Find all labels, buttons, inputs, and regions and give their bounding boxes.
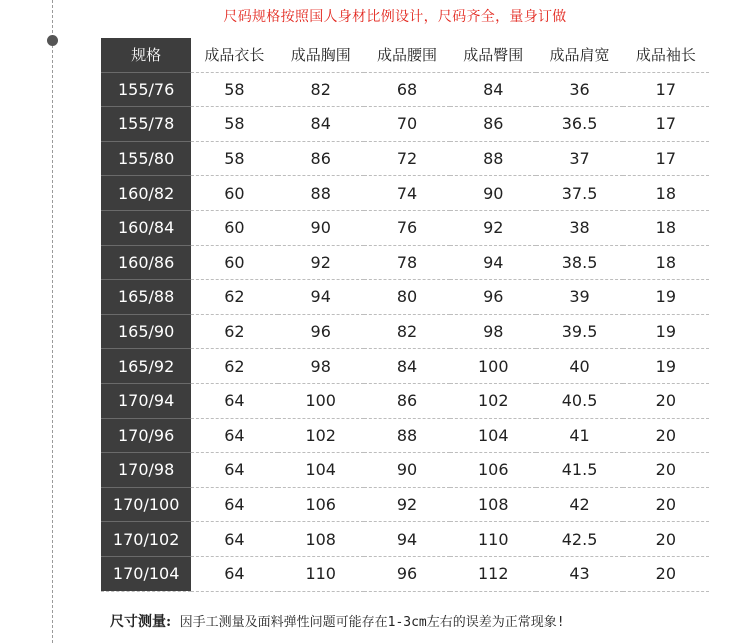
measurement-cell: 100 bbox=[278, 383, 364, 418]
table-row bbox=[101, 418, 709, 453]
size-chart bbox=[101, 38, 709, 592]
table-row bbox=[101, 210, 709, 245]
measurement-cell: 84 bbox=[364, 349, 450, 384]
measurement-cell: 112 bbox=[450, 556, 536, 591]
size-label-cell: 165/92 bbox=[101, 349, 191, 384]
measurement-cell: 20 bbox=[623, 418, 709, 453]
measurement-cell: 19 bbox=[623, 349, 709, 384]
measurement-cell: 36.5 bbox=[536, 107, 622, 142]
column-header: 成品腰围 bbox=[364, 38, 450, 72]
table-row bbox=[101, 141, 709, 176]
measurement-cell: 72 bbox=[364, 141, 450, 176]
measurement-cell: 42.5 bbox=[536, 522, 622, 557]
timeline-line bbox=[52, 0, 53, 643]
measurement-cell: 82 bbox=[364, 314, 450, 349]
measurement-cell: 108 bbox=[278, 522, 364, 557]
measurement-cell: 19 bbox=[623, 280, 709, 315]
table-row bbox=[101, 245, 709, 280]
size-notice: 尺码规格按照国人身材比例设计，尺码齐全，量身订做 bbox=[223, 9, 567, 25]
measurement-cell: 20 bbox=[623, 522, 709, 557]
measurement-cell: 96 bbox=[364, 556, 450, 591]
size-label-cell: 170/96 bbox=[101, 418, 191, 453]
measurement-cell: 58 bbox=[191, 107, 277, 142]
measurement-cell: 90 bbox=[364, 453, 450, 488]
measurement-cell: 64 bbox=[191, 418, 277, 453]
measurement-cell: 39 bbox=[536, 280, 622, 315]
measurement-cell: 94 bbox=[450, 245, 536, 280]
measurement-cell: 98 bbox=[278, 349, 364, 384]
measurement-cell: 68 bbox=[364, 72, 450, 107]
measurement-cell: 84 bbox=[450, 72, 536, 107]
measurement-cell: 41 bbox=[536, 418, 622, 453]
measurement-cell: 96 bbox=[278, 314, 364, 349]
size-table bbox=[101, 38, 709, 592]
table-row bbox=[101, 280, 709, 315]
measurement-cell: 36 bbox=[536, 72, 622, 107]
measurement-cell: 108 bbox=[450, 487, 536, 522]
table-body bbox=[101, 72, 709, 591]
measurement-cell: 62 bbox=[191, 280, 277, 315]
size-label-cell: 170/98 bbox=[101, 453, 191, 488]
size-label-cell: 160/84 bbox=[101, 210, 191, 245]
measurement-cell: 64 bbox=[191, 522, 277, 557]
measurement-cell: 18 bbox=[623, 176, 709, 211]
measurement-cell: 104 bbox=[450, 418, 536, 453]
column-header: 成品肩宽 bbox=[536, 38, 622, 72]
measurement-cell: 40.5 bbox=[536, 383, 622, 418]
measurement-cell: 17 bbox=[623, 141, 709, 176]
measurement-cell: 20 bbox=[623, 556, 709, 591]
measurement-cell: 88 bbox=[278, 176, 364, 211]
measurement-note-text: 因手工测量及面料弹性问题可能存在1-3cm左右的误差为正常现象! bbox=[179, 615, 565, 630]
measurement-cell: 62 bbox=[191, 314, 277, 349]
measurement-cell: 60 bbox=[191, 176, 277, 211]
size-label-cell: 170/94 bbox=[101, 383, 191, 418]
measurement-cell: 60 bbox=[191, 245, 277, 280]
column-header: 成品衣长 bbox=[191, 38, 277, 72]
measurement-cell: 64 bbox=[191, 487, 277, 522]
measurement-cell: 88 bbox=[450, 141, 536, 176]
measurement-cell: 20 bbox=[623, 453, 709, 488]
measurement-cell: 64 bbox=[191, 453, 277, 488]
measurement-cell: 58 bbox=[191, 141, 277, 176]
measurement-cell: 38 bbox=[536, 210, 622, 245]
measurement-cell: 94 bbox=[278, 280, 364, 315]
measurement-cell: 64 bbox=[191, 556, 277, 591]
measurement-cell: 37 bbox=[536, 141, 622, 176]
measurement-cell: 110 bbox=[278, 556, 364, 591]
measurement-cell: 17 bbox=[623, 107, 709, 142]
size-label-cell: 160/86 bbox=[101, 245, 191, 280]
measurement-cell: 86 bbox=[450, 107, 536, 142]
table-row bbox=[101, 556, 709, 591]
measurement-cell: 92 bbox=[364, 487, 450, 522]
table-row bbox=[101, 453, 709, 488]
measurement-cell: 84 bbox=[278, 107, 364, 142]
table-row bbox=[101, 383, 709, 418]
measurement-cell: 90 bbox=[450, 176, 536, 211]
measurement-cell: 76 bbox=[364, 210, 450, 245]
measurement-cell: 70 bbox=[364, 107, 450, 142]
measurement-cell: 106 bbox=[278, 487, 364, 522]
size-label-cell: 155/76 bbox=[101, 72, 191, 107]
measurement-cell: 20 bbox=[623, 383, 709, 418]
size-label-cell: 170/102 bbox=[101, 522, 191, 557]
measurement-note-label: 尺寸测量: bbox=[110, 614, 172, 630]
measurement-cell: 96 bbox=[450, 280, 536, 315]
measurement-cell: 86 bbox=[278, 141, 364, 176]
column-header-size: 规格 bbox=[101, 38, 191, 72]
size-label-cell: 155/80 bbox=[101, 141, 191, 176]
measurement-cell: 92 bbox=[450, 210, 536, 245]
measurement-cell: 40 bbox=[536, 349, 622, 384]
measurement-cell: 74 bbox=[364, 176, 450, 211]
measurement-cell: 98 bbox=[450, 314, 536, 349]
table-row bbox=[101, 107, 709, 142]
measurement-cell: 86 bbox=[364, 383, 450, 418]
measurement-cell: 90 bbox=[278, 210, 364, 245]
measurement-cell: 100 bbox=[450, 349, 536, 384]
measurement-cell: 38.5 bbox=[536, 245, 622, 280]
measurement-cell: 20 bbox=[623, 487, 709, 522]
size-label-cell: 170/104 bbox=[101, 556, 191, 591]
measurement-cell: 110 bbox=[450, 522, 536, 557]
column-header: 成品袖长 bbox=[623, 38, 709, 72]
measurement-cell: 60 bbox=[191, 210, 277, 245]
measurement-cell: 18 bbox=[623, 245, 709, 280]
measurement-cell: 102 bbox=[450, 383, 536, 418]
measurement-cell: 42 bbox=[536, 487, 622, 522]
measurement-cell: 78 bbox=[364, 245, 450, 280]
measurement-cell: 64 bbox=[191, 383, 277, 418]
measurement-cell: 18 bbox=[623, 210, 709, 245]
measurement-cell: 92 bbox=[278, 245, 364, 280]
measurement-cell: 106 bbox=[450, 453, 536, 488]
size-label-cell: 170/100 bbox=[101, 487, 191, 522]
timeline-dot bbox=[47, 35, 58, 46]
measurement-cell: 19 bbox=[623, 314, 709, 349]
measurement-cell: 80 bbox=[364, 280, 450, 315]
table-row bbox=[101, 522, 709, 557]
measurement-note bbox=[110, 611, 565, 631]
measurement-cell: 102 bbox=[278, 418, 364, 453]
table-header-row bbox=[101, 38, 709, 72]
column-header: 成品胸围 bbox=[278, 38, 364, 72]
size-label-cell: 165/88 bbox=[101, 280, 191, 315]
table-row bbox=[101, 314, 709, 349]
size-label-cell: 160/82 bbox=[101, 176, 191, 211]
measurement-cell: 62 bbox=[191, 349, 277, 384]
measurement-cell: 88 bbox=[364, 418, 450, 453]
measurement-cell: 37.5 bbox=[536, 176, 622, 211]
measurement-cell: 17 bbox=[623, 72, 709, 107]
measurement-cell: 82 bbox=[278, 72, 364, 107]
table-row bbox=[101, 487, 709, 522]
table-row bbox=[101, 72, 709, 107]
measurement-cell: 41.5 bbox=[536, 453, 622, 488]
table-row bbox=[101, 176, 709, 211]
column-header: 成品臀围 bbox=[450, 38, 536, 72]
measurement-cell: 43 bbox=[536, 556, 622, 591]
size-label-cell: 165/90 bbox=[101, 314, 191, 349]
measurement-cell: 94 bbox=[364, 522, 450, 557]
measurement-cell: 104 bbox=[278, 453, 364, 488]
table-row bbox=[101, 349, 709, 384]
measurement-cell: 39.5 bbox=[536, 314, 622, 349]
size-label-cell: 155/78 bbox=[101, 107, 191, 142]
measurement-cell: 58 bbox=[191, 72, 277, 107]
